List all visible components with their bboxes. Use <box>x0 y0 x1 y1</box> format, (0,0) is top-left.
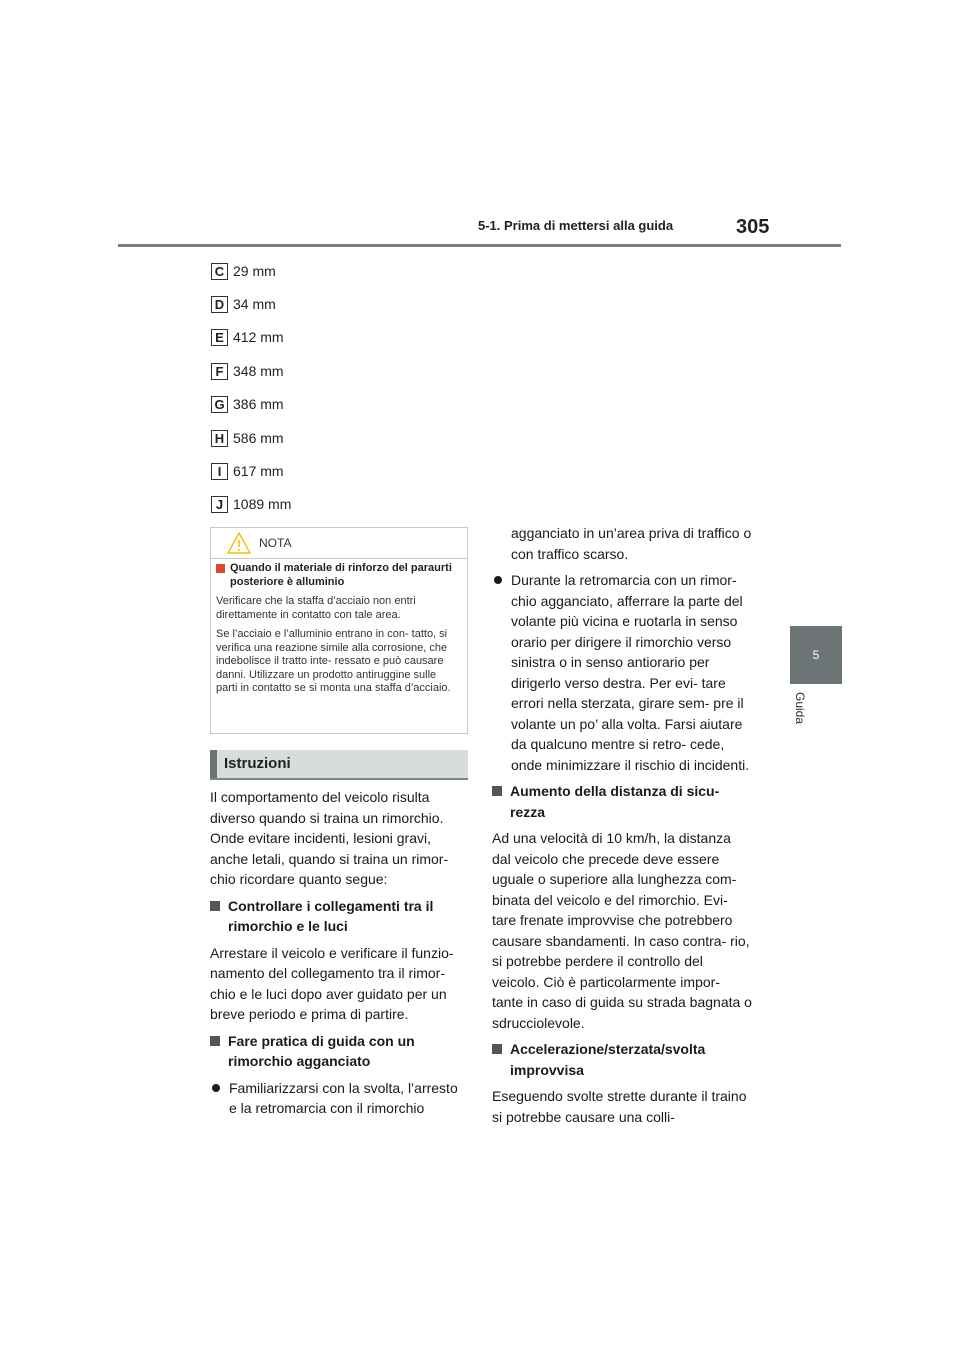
dimension-value: 1089 mm <box>233 496 292 512</box>
dimension-item <box>211 261 276 281</box>
dimension-item <box>211 428 284 448</box>
dimension-letter-badge: J <box>211 496 228 513</box>
dimension-value: 348 mm <box>233 363 284 379</box>
section-heading-text: Istruzioni <box>224 755 291 772</box>
subheading <box>210 1031 468 1072</box>
heading-accent-bar <box>210 750 217 778</box>
dimension-letter-badge: C <box>211 263 228 280</box>
body-paragraph: Eseguendo svolte strette durante il traino si potrebbe causare una colli- <box>492 1088 747 1125</box>
gray-square-icon <box>210 1036 220 1046</box>
notice-body <box>216 562 460 702</box>
dimension-letter-badge: H <box>211 430 228 447</box>
bullet-text: Durante la retromarcia con un rimor- chio agganciato, afferrare la parte del volante più vicina e ruotarla in senso orario per dirigere il rimorchio verso sinistra o in senso antiorario per dirigerlo verso destra. Per evi- tare errori nella sterzata, girare sem- pre il volante un po’ alla volta. Farsi aiutare da qualcuno mentre si retro- cede, onde minimizzare il rischio di incidenti. <box>511 572 750 773</box>
body-paragraph: Ad una velocità di 10 km/h, la distanza dal veicolo che precede deve essere uguale o superiore alla lunghezza com- binata del veicolo e del rimorchio. Evi- tare frenate improvvise che potrebbero causare sbandamenti. In caso contra- rio, si potrebbe perdere il controllo del veicolo. Ciò è particolarmente impor- tante in caso di guida su strada bagnata o sdrucciolevole. <box>492 830 752 1031</box>
right-column <box>492 523 752 1133</box>
dimension-value: 386 mm <box>233 396 284 412</box>
subheading <box>492 1039 752 1080</box>
warning-triangle-icon <box>227 532 251 554</box>
dimension-item <box>211 361 284 381</box>
body-paragraph: Arrestare il veicolo e verificare il funzio- namento del collegamento tra il rimor- chio e le luci dopo aver guidato per un breve periodo e prima di partire. <box>210 944 454 1022</box>
subheading-text: Controllare i collegamenti tra il rimorchio e le luci <box>228 897 434 934</box>
gray-square-icon <box>492 1044 502 1054</box>
gray-square-icon <box>492 786 502 796</box>
dimension-value: 412 mm <box>233 329 284 345</box>
dimension-item <box>211 327 284 347</box>
subheading <box>210 896 468 937</box>
notice-subtitle-text: Quando il materiale di rinforzo del paraurti posteriore è alluminio <box>230 562 452 588</box>
notice-subtitle <box>216 562 460 589</box>
dimension-item <box>211 294 276 314</box>
dimension-letter-badge: G <box>211 396 228 413</box>
dimension-value: 29 mm <box>233 263 276 279</box>
header-rule <box>118 244 841 247</box>
intro-paragraph: Il comportamento del veicolo risulta diverso quando si traina un rimorchio. Onde evitare incidenti, lesioni gravi, anche letali, quando si traina un rimor- chio ricordare quanto segue: <box>210 789 449 887</box>
notice-header <box>211 528 467 559</box>
section-title: 5-1. Prima di mettersi alla guida <box>478 218 674 233</box>
subheading-text: Fare pratica di guida con un rimorchio agganciato <box>228 1032 415 1069</box>
dimension-letter-badge: E <box>211 329 228 346</box>
notice-paragraph: Verificare che la staffa d’acciaio non entri direttamente in contatto con tale area. <box>216 595 416 621</box>
section-heading <box>210 750 468 780</box>
dimension-value: 617 mm <box>233 463 284 479</box>
bullet-dot-icon <box>494 576 502 584</box>
notice-box <box>210 527 468 734</box>
chapter-tab: 5 <box>790 626 842 684</box>
dimension-letter-badge: I <box>211 463 228 480</box>
dimension-item <box>211 394 284 414</box>
bullet-item <box>492 570 752 775</box>
subheading-text: Accelerazione/sterzata/svolta improvvisa <box>510 1041 706 1078</box>
gray-square-icon <box>210 901 220 911</box>
bullet-text: Familiarizzarsi con la svolta, l’arresto e la retromarcia con il rimorchio <box>229 1079 458 1116</box>
chapter-label: Guida <box>793 692 807 725</box>
notice-paragraph: Se l’acciaio e l’alluminio entrano in con- tatto, si verifica una reazione simile alla corrosione, che indebolisce il tratto inte- ressato e può causare danni. Utilizzare un prodotto antiruggine sulle parti in contatto se si monta una staffa d’acciaio. <box>216 628 451 694</box>
dimension-value: 34 mm <box>233 296 276 312</box>
dimension-letter-badge: F <box>211 363 228 380</box>
left-column <box>210 787 468 1125</box>
dimension-item <box>211 461 284 481</box>
continued-bullet-text: agganciato in un’area priva di traffico o con traffico scarso. <box>511 525 752 562</box>
bullet-dot-icon <box>212 1084 220 1092</box>
notice-title: NOTA <box>259 536 292 550</box>
page-number: 305 <box>736 216 770 238</box>
subheading <box>492 781 752 822</box>
dimension-item <box>211 494 291 514</box>
dimension-value: 586 mm <box>233 430 284 446</box>
subheading-text: Aumento della distanza di sicu- rezza <box>510 783 720 820</box>
bullet-item <box>210 1078 468 1119</box>
dimension-letter-badge: D <box>211 296 228 313</box>
red-square-icon <box>216 564 225 573</box>
